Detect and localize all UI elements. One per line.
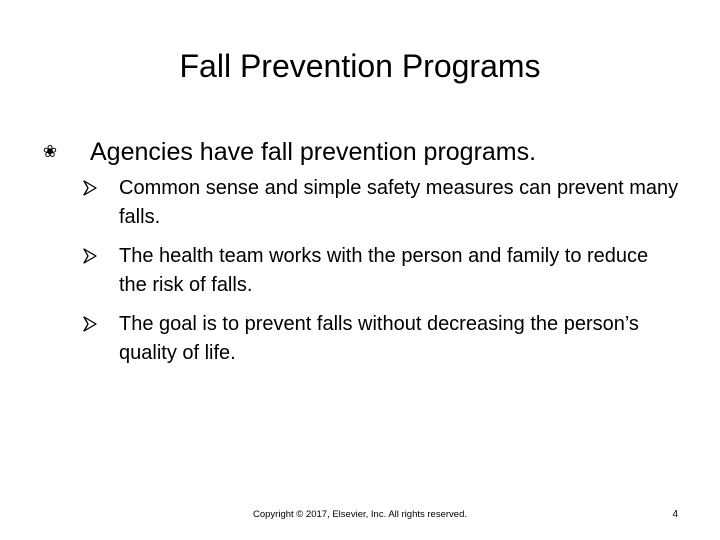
- sub-bullet-item: [82, 174, 682, 242]
- arrow-bullet-icon: [82, 178, 98, 198]
- flower-bullet-icon: ❀: [42, 142, 58, 161]
- sub-bullet-item: [82, 310, 682, 378]
- sub-bullet-text: Common sense and simple safety measures can prevent many falls.: [119, 177, 679, 228]
- sub-bullet-text: The health team works with the person and family to reduce the risk of falls.: [119, 245, 649, 296]
- arrow-bullet-icon: [82, 246, 98, 266]
- sub-bullet-list: [82, 174, 682, 378]
- slide-title: Fall Prevention Programs: [179, 48, 541, 84]
- bullet-text: Agencies have fall prevention programs.: [90, 138, 537, 166]
- page-number: 4: [672, 509, 678, 520]
- bullet-item: [40, 134, 680, 170]
- sub-bullet-item: [82, 242, 682, 310]
- sub-bullet-text: The goal is to prevent falls without decreasing the person’s quality of life.: [119, 313, 639, 364]
- arrow-bullet-icon: [82, 314, 98, 334]
- copyright-footer: Copyright © 2017, Elsevier, Inc. All rights reserved.: [253, 509, 467, 520]
